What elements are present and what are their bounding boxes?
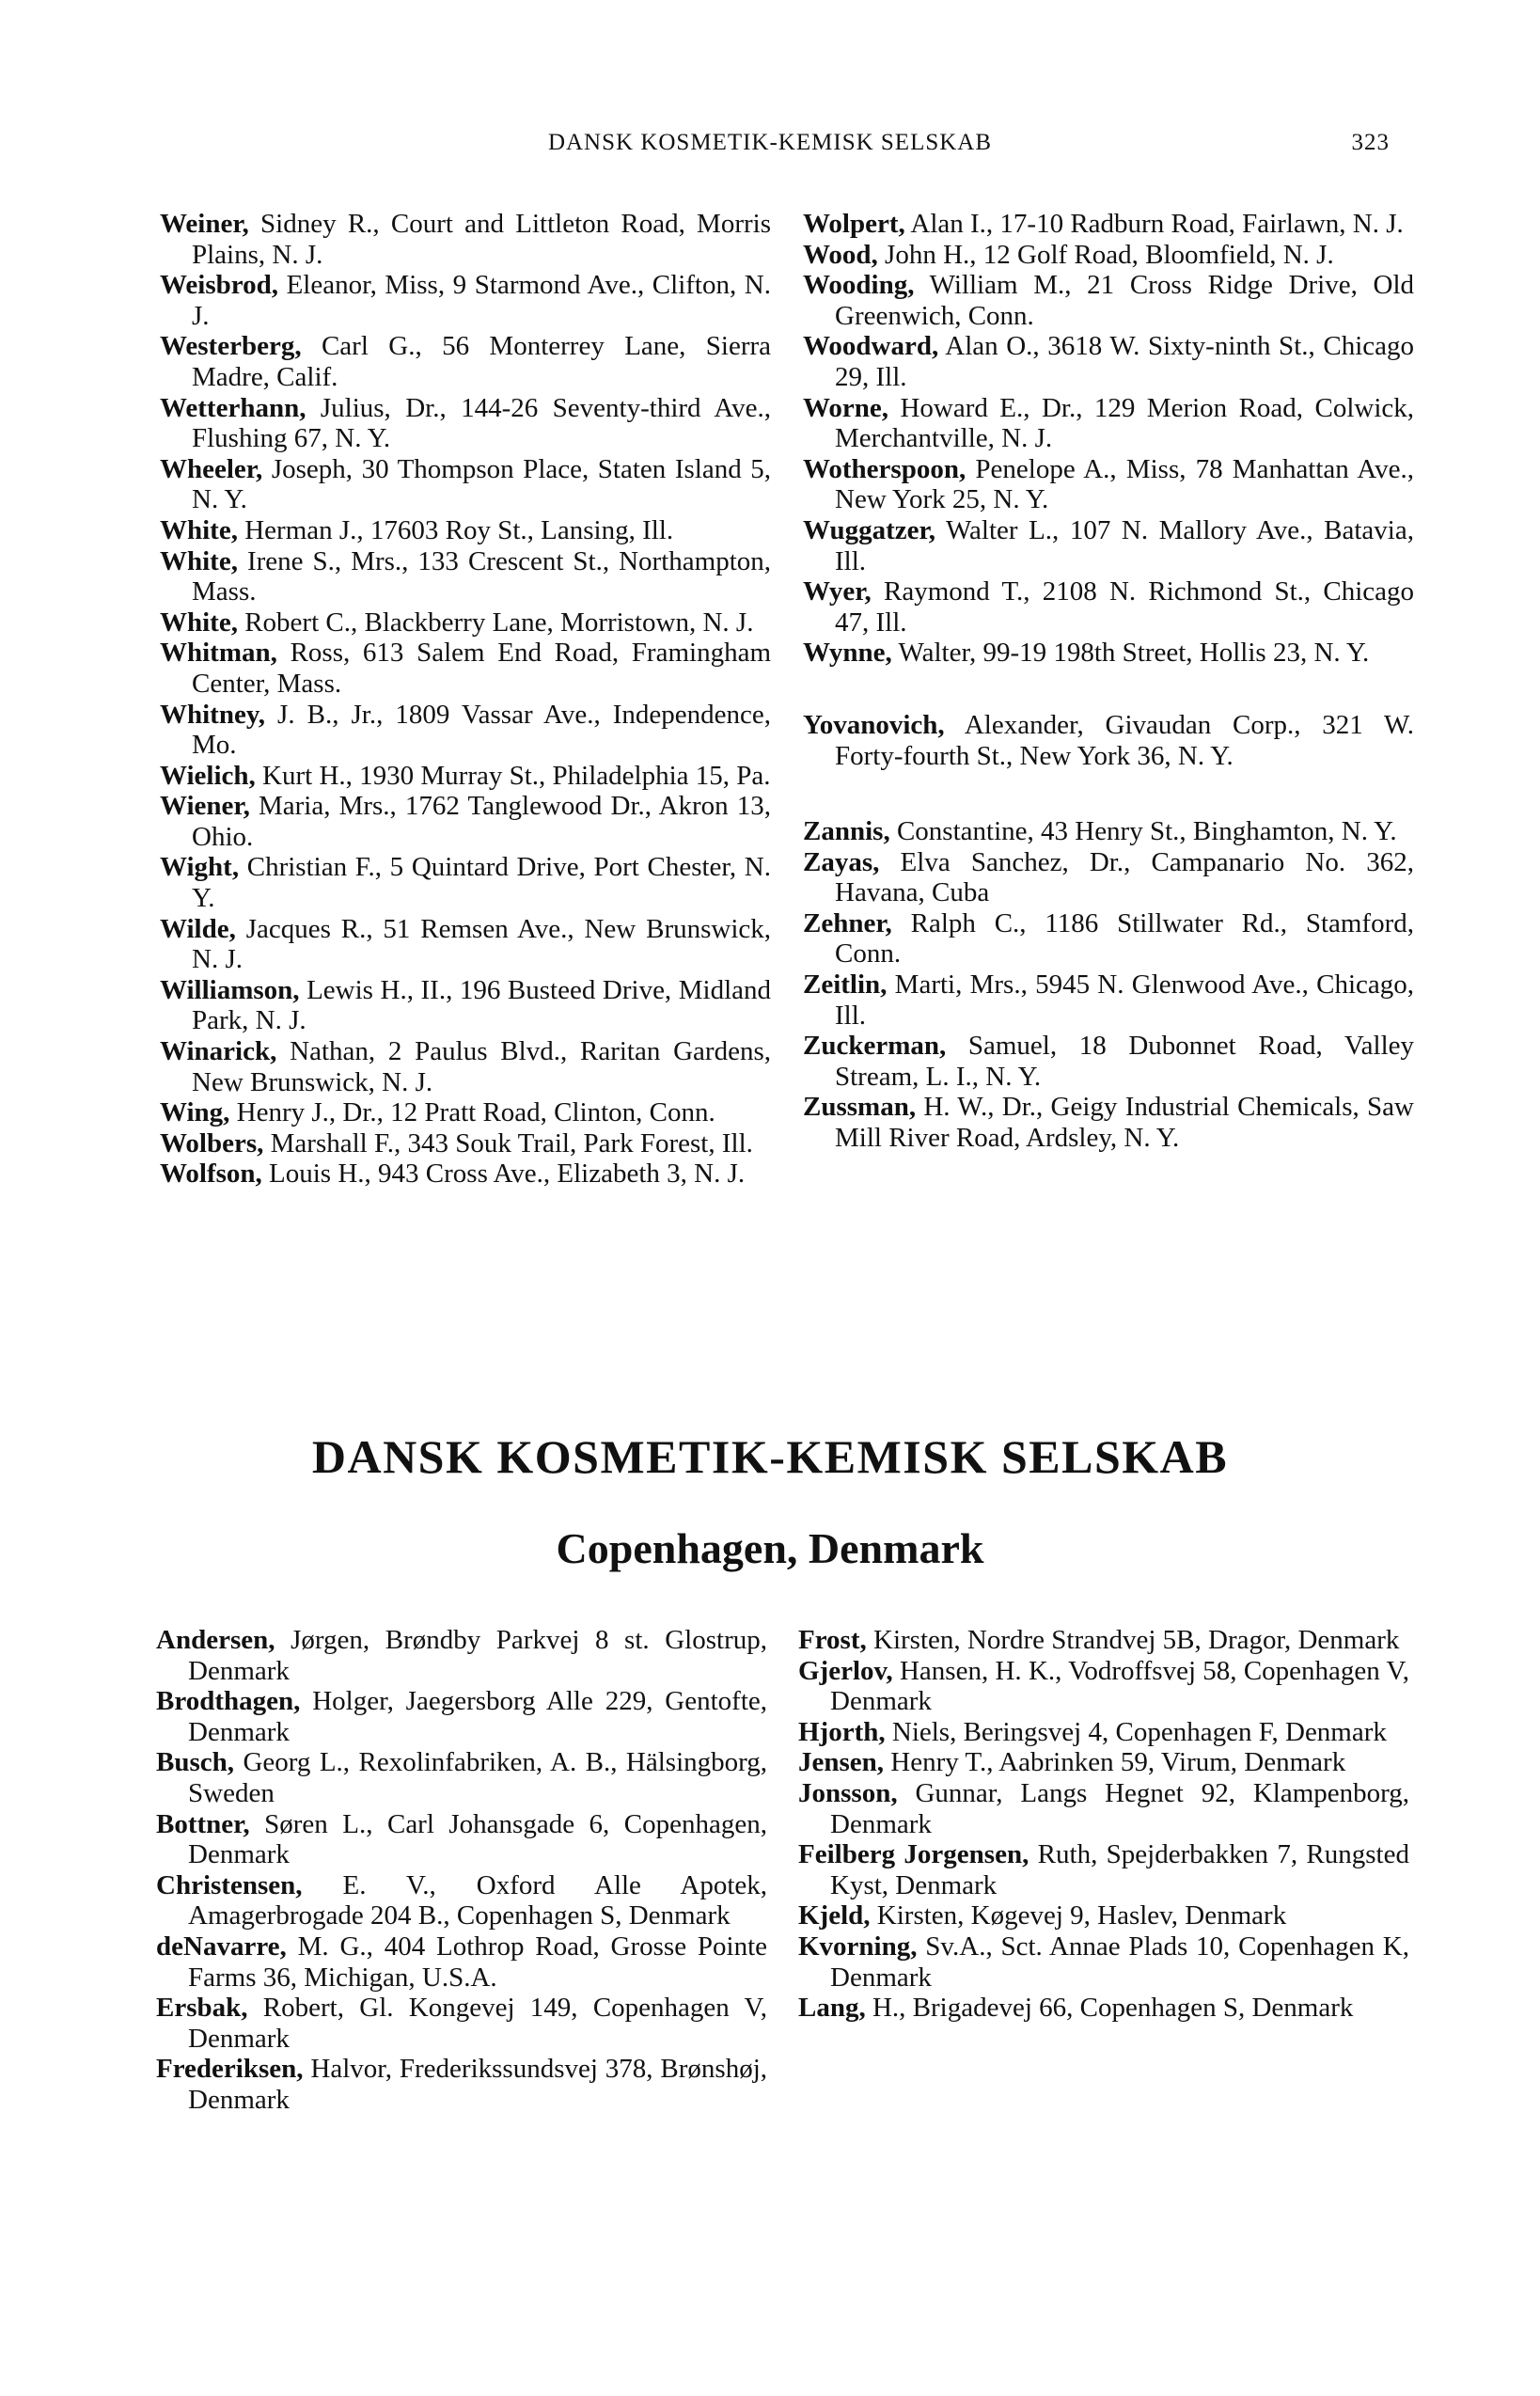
member-entry — [803, 969, 1414, 1031]
member-detail: Elva Sanchez, Dr., Campanario No. 362, Havana, Cuba — [835, 846, 1414, 908]
member-entry — [160, 1128, 771, 1159]
member-entry — [160, 975, 771, 1036]
member-detail: H., Brigadevej 66, Copenhagen S, Denmark — [872, 1993, 1354, 2024]
member-name: Wheeler, — [160, 453, 263, 484]
member-detail: Alexander, Givaudan Corp., 321 W. Forty-fourth St., New York 36, N. Y. — [835, 709, 1414, 771]
member-name: Wotherspoon, — [803, 453, 966, 484]
member-name: Wuggatzer, — [803, 514, 935, 545]
member-entry — [156, 1625, 767, 1686]
member-detail: Howard E., Dr., 129 Merion Road, Colwick, Merchantville, N. J. — [835, 392, 1414, 454]
member-column-bottom-left — [156, 1625, 767, 2116]
member-entry — [798, 1993, 1409, 2024]
member-detail: Christian F., 5 Quintard Drive, Port Chester, N. Y. — [192, 852, 771, 914]
member-detail: Jørgen, Brøndby Parkvej 8 st. Glostrup, Denmark — [188, 1625, 767, 1686]
member-name: Lang, — [798, 1993, 866, 2024]
member-entry — [156, 1870, 767, 1931]
member-entry — [160, 852, 771, 913]
running-head — [150, 130, 1390, 167]
member-entry — [156, 1686, 767, 1747]
member-detail: Sv.A., Sct. Annae Plads 10, Copenhagen K, Denmark — [830, 1931, 1410, 1993]
member-name: White, — [160, 514, 238, 545]
member-name: Frederiksen, — [156, 2054, 304, 2085]
member-name: Zayas, — [803, 846, 880, 877]
member-entry — [803, 908, 1414, 969]
member-detail: Niels, Beringsvej 4, Copenhagen F, Denmark — [891, 1716, 1387, 1747]
member-detail: Carl G., 56 Monterrey Lane, Sierra Madre, Calif. — [192, 331, 772, 392]
member-entry — [798, 1931, 1409, 1993]
member-entry — [803, 1031, 1414, 1092]
member-detail: Jacques R., 51 Remsen Ave., New Brunswick, N. J. — [192, 913, 772, 975]
page-number: 323 — [1351, 130, 1390, 155]
member-detail: Joseph, 30 Thompson Place, Staten Island 5, N. Y. — [192, 453, 772, 515]
member-name: Weiner, — [160, 209, 249, 239]
member-entry — [160, 607, 771, 638]
member-name: Wolfson, — [160, 1159, 262, 1190]
member-name: Weisbrod, — [160, 270, 278, 301]
member-detail: Penelope A., Miss, 78 Manhattan Ave., New York 25, N. Y. — [835, 453, 1415, 515]
member-entry — [803, 454, 1414, 515]
society-title: DANSK KOSMETIK-KEMISK SELSKAB — [311, 1430, 1229, 1483]
member-name: White, — [160, 607, 238, 638]
member-entry — [798, 1656, 1409, 1717]
member-detail: Walter L., 107 N. Mallory Ave., Batavia, Ill. — [835, 514, 1414, 576]
member-name: Jensen, — [798, 1747, 885, 1778]
member-detail: Louis H., 943 Cross Ave., Elizabeth 3, N. J. — [269, 1159, 746, 1190]
member-name: Woodward, — [803, 331, 939, 362]
member-detail: Gunnar, Langs Hegnet 92, Klampenborg, Denmark — [830, 1777, 1410, 1839]
member-name: Williamson, — [160, 974, 300, 1005]
member-detail: Maria, Mrs., 1762 Tanglewood Dr., Akron 13, Ohio. — [192, 791, 771, 852]
member-detail: Walter, 99-19 198th Street, Hollis 23, N. Y. — [898, 638, 1370, 669]
member-detail: Irene S., Mrs., 133 Crescent St., Northampton, Mass. — [192, 545, 772, 607]
member-name: Wilde, — [160, 913, 236, 944]
member-entry — [803, 515, 1414, 576]
member-entry — [160, 638, 771, 699]
member-entry — [803, 209, 1414, 240]
member-entry — [803, 393, 1414, 454]
member-entry — [160, 761, 771, 792]
member-name: Worne, — [803, 392, 889, 423]
member-detail: Robert, Gl. Kongevej 149, Copenhagen V, Denmark — [188, 1993, 768, 2054]
member-name: Wielich, — [160, 760, 256, 791]
member-detail: Robert C., Blackberry Lane, Morristown, N. J. — [244, 607, 754, 638]
member-column-top-right — [803, 209, 1414, 1154]
member-entry — [803, 1092, 1414, 1153]
member-entry — [160, 791, 771, 852]
member-entry — [803, 576, 1414, 638]
member-detail: Ross, 613 Salem End Road, Framingham Center, Mass. — [192, 638, 772, 699]
member-entry — [803, 638, 1414, 669]
member-entry — [160, 700, 771, 761]
member-detail: Nathan, 2 Paulus Blvd., Raritan Gardens, New Brunswick, N. J. — [192, 1036, 771, 1097]
member-entry — [160, 546, 771, 607]
member-name: deNavarre, — [156, 1931, 287, 1962]
member-detail: H. W., Dr., Geigy Industrial Chemicals, Saw Mill River Road, Ardsley, N. Y. — [835, 1092, 1414, 1154]
member-column-top-left — [160, 209, 771, 1190]
running-title: DANSK KOSMETIK-KEMISK SELSKAB — [547, 130, 993, 155]
member-detail: Kirsten, Nordre Strandvej 5B, Dragor, Denmark — [873, 1625, 1400, 1655]
member-name: Zeitlin, — [803, 969, 888, 1001]
member-detail: Raymond T., 2108 N. Richmond St., Chicago 47, Ill. — [835, 576, 1414, 638]
member-entry — [156, 2054, 767, 2115]
member-name: Westerberg, — [160, 331, 302, 362]
member-entry — [803, 270, 1414, 331]
member-entry — [160, 1036, 771, 1097]
member-name: Jonsson, — [798, 1777, 898, 1808]
member-name: Frost, — [798, 1625, 867, 1655]
member-entry — [803, 331, 1414, 392]
member-entry — [160, 515, 771, 546]
member-detail: Lewis H., II., 196 Busteed Drive, Midland Park, N. J. — [192, 974, 772, 1036]
member-detail: Kurt H., 1930 Murray St., Philadelphia 15, Pa. — [262, 760, 771, 791]
member-entry — [160, 270, 771, 331]
member-detail: Marti, Mrs., 5945 N. Glenwood Ave., Chicago, Ill. — [835, 969, 1415, 1031]
member-detail: Holger, Jaegersborg Alle 229, Gentofte, Denmark — [188, 1686, 767, 1747]
member-name: Feilberg Jorgensen, — [798, 1839, 1029, 1870]
member-detail: Marshall F., 343 Souk Trail, Park Forest, Ill. — [270, 1127, 753, 1159]
member-name: White, — [160, 545, 238, 576]
member-name: Wight, — [160, 852, 240, 883]
member-name: Andersen, — [156, 1625, 275, 1655]
member-detail: Ralph C., 1186 Stillwater Rd., Stamford, Conn. — [835, 907, 1414, 969]
member-entry — [803, 240, 1414, 271]
member-detail: Halvor, Frederikssundsvej 378, Brønshøj, Denmark — [188, 2054, 767, 2115]
member-name: Wood, — [803, 239, 878, 270]
member-name: Yovanovich, — [803, 709, 945, 740]
member-entry — [798, 1747, 1409, 1778]
member-name: Wolpert, — [803, 209, 905, 239]
member-detail: J. B., Jr., 1809 Vassar Ave., Independence, Mo. — [192, 699, 771, 761]
member-entry — [803, 847, 1414, 908]
member-detail: Julius, Dr., 144-26 Seventy-third Ave., Flushing 67, N. Y. — [192, 392, 771, 454]
member-name: Zehner, — [803, 907, 892, 938]
member-entry — [156, 1993, 767, 2054]
member-name: Wooding, — [803, 270, 915, 301]
member-entry — [798, 1839, 1409, 1900]
member-name: Wing, — [160, 1097, 230, 1128]
member-name: Whitman, — [160, 638, 277, 669]
member-entry — [160, 454, 771, 515]
member-name: Zussman, — [803, 1092, 917, 1123]
member-name: Brodthagen, — [156, 1686, 301, 1717]
member-detail: Hansen, H. K., Vodroffsvej 58, Copenhagen V, Denmark — [830, 1655, 1410, 1717]
member-entry — [160, 914, 771, 975]
member-entry — [160, 1159, 771, 1190]
member-detail: Herman J., 17603 Roy St., Lansing, Ill. — [244, 514, 674, 545]
member-detail: Georg L., Rexolinfabriken, A. B., Hälsingborg, Sweden — [188, 1747, 768, 1808]
member-detail: E. V., Oxford Alle Apotek, Amagerbrogade 204 B., Copenhagen S, Denmark — [188, 1869, 767, 1931]
member-name: Wynne, — [803, 638, 892, 669]
member-name: Whitney, — [160, 699, 265, 730]
member-name: Zuckerman, — [803, 1031, 947, 1062]
member-detail: Sidney R., Court and Littleton Road, Morris Plains, N. J. — [192, 209, 772, 270]
member-name: Wyer, — [803, 576, 872, 607]
member-name: Bottner, — [156, 1808, 250, 1839]
member-entry — [803, 710, 1414, 771]
member-detail: Alan O., 3618 W. Sixty-ninth St., Chicago 29, Ill. — [835, 331, 1414, 392]
member-entry — [803, 816, 1414, 847]
member-name: Wetterhann, — [160, 392, 306, 423]
member-entry — [160, 209, 771, 270]
member-name: Gjerlov, — [798, 1655, 893, 1686]
member-detail: Henry J., Dr., 12 Pratt Road, Clinton, Conn. — [236, 1097, 715, 1128]
member-detail: William M., 21 Cross Ridge Drive, Old Greenwich, Conn. — [835, 270, 1415, 331]
member-name: Wolbers, — [160, 1127, 264, 1159]
member-detail: M. G., 404 Lothrop Road, Grosse Pointe Farms 36, Michigan, U.S.A. — [188, 1931, 767, 1993]
member-detail: Kirsten, Køgevej 9, Haslev, Denmark — [876, 1900, 1287, 1931]
member-detail: Henry T., Aabrinken 59, Virum, Denmark — [890, 1747, 1346, 1778]
member-entry — [156, 1931, 767, 1993]
member-entry — [156, 1747, 767, 1808]
member-detail: Alan I., 17-10 Radburn Road, Fairlawn, N. J. — [910, 209, 1404, 239]
member-detail: Samuel, 18 Dubonnet Road, Valley Stream, L. I., N. Y. — [835, 1031, 1414, 1092]
member-entry — [798, 1717, 1409, 1748]
member-name: Hjorth, — [798, 1716, 886, 1747]
member-detail: Ruth, Spejderbakken 7, Rungsted Kyst, Denmark — [830, 1839, 1409, 1900]
member-entry — [160, 393, 771, 454]
member-name: Winarick, — [160, 1036, 277, 1067]
member-name: Kjeld, — [798, 1900, 871, 1931]
member-detail: John H., 12 Golf Road, Bloomfield, N. J. — [885, 239, 1334, 270]
member-name: Zannis, — [803, 816, 890, 847]
society-subtitle: Copenhagen, Denmark — [556, 1524, 984, 1572]
member-detail: Eleanor, Miss, 9 Starmond Ave., Clifton, N. J. — [192, 270, 771, 331]
member-column-bottom-right — [798, 1625, 1409, 2024]
member-detail: Søren L., Carl Johansgade 6, Copenhagen, Denmark — [188, 1808, 768, 1870]
member-entry — [798, 1900, 1409, 1931]
member-entry — [160, 331, 771, 392]
member-name: Wiener, — [160, 791, 250, 822]
member-entry — [798, 1778, 1409, 1839]
member-entry — [798, 1625, 1409, 1656]
member-name: Busch, — [156, 1747, 235, 1778]
member-detail: Constantine, 43 Henry St., Binghamton, N. Y. — [896, 816, 1397, 847]
member-entry — [156, 1809, 767, 1870]
member-name: Christensen, — [156, 1869, 303, 1900]
member-name: Ersbak, — [156, 1993, 248, 2024]
member-entry — [160, 1097, 771, 1128]
member-name: Kvorning, — [798, 1931, 918, 1962]
